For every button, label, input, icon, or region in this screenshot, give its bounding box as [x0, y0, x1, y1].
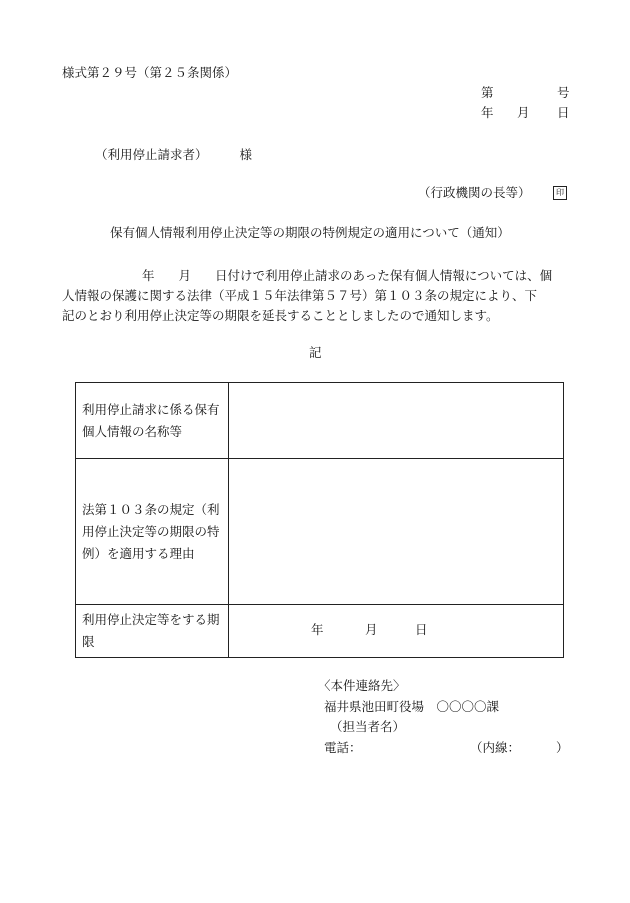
addressee [95, 149, 252, 162]
body-month: 月 [178, 268, 192, 283]
table-row [76, 383, 564, 459]
body-year: 年 [142, 268, 155, 283]
form-label: 様式第２９号（第２５条関係） [62, 65, 238, 80]
issue-date-month: 月 [517, 105, 530, 120]
contact-heading: 〈本件連絡先〉 [318, 678, 406, 693]
deadline-day: 日 [415, 622, 428, 637]
document-number-suffix: 号 [557, 85, 570, 100]
extension-label: （内線： [470, 739, 521, 755]
document-number-prefix: 第 [481, 85, 494, 100]
row-label-cell [76, 605, 229, 658]
notice-body-line-3: 記のとおり利用停止決定等の期限を延長することとしましたので通知します。 [62, 308, 499, 323]
ki-heading: 記 [309, 345, 322, 360]
table-row [76, 605, 564, 658]
row-label: 法第１０３条の規定（利用停止決定等の期限の特例）を適用する理由 [82, 501, 220, 561]
deadline-date [229, 621, 563, 641]
phone-label: 電話： [324, 739, 362, 755]
deadline-month: 月 [365, 622, 378, 637]
row-label-cell [76, 383, 229, 459]
contact-phone [324, 738, 569, 759]
addressee-name: （利用停止請求者） [95, 147, 208, 162]
deadline-value-cell [229, 605, 564, 658]
issue-date-year: 年 [481, 105, 494, 120]
seal-mark: 印 [553, 186, 567, 200]
extension-close: ） [556, 739, 569, 755]
detail-table [75, 382, 564, 658]
row-value-cell [229, 459, 564, 605]
deadline-year: 年 [311, 622, 324, 637]
table-row [76, 459, 564, 605]
issue-date-day: 日 [557, 105, 570, 120]
row-label-cell [76, 459, 229, 605]
notice-body-line-1 [62, 266, 582, 286]
body-line1-rest: 日付けで利用停止請求のあった保有個人情報については、個 [215, 268, 553, 283]
addressee-honorific: 様 [239, 147, 253, 162]
sender-agency: （行政機関の長等） [418, 185, 531, 200]
document-title: 保有個人情報利用停止決定等の期限の特例規定の適用について（通知） [110, 225, 510, 240]
notice-body [62, 266, 582, 326]
row-label: 利用停止決定等をする期限 [82, 612, 220, 649]
contact-office: 福井県池田町役場 〇〇〇〇課 [324, 698, 500, 714]
notice-body-line-2: 人情報の保護に関する法律（平成１５年法律第５７号）第１０３条の規定により、下 [62, 288, 538, 303]
contact-block [318, 676, 569, 758]
row-value-cell [229, 383, 564, 459]
contact-person: （担当者名） [330, 719, 406, 734]
row-label: 利用停止請求に係る保有個人情報の名称等 [82, 401, 220, 439]
